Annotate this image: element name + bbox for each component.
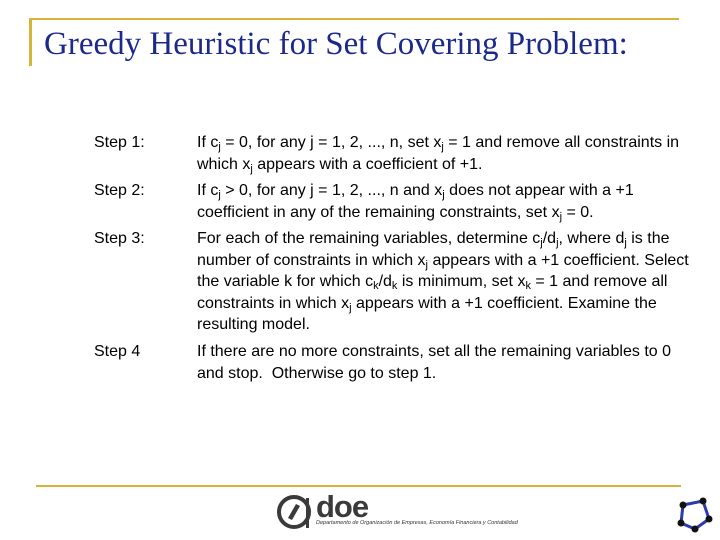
slide-title: Greedy Heuristic for Set Covering Problem: (44, 26, 628, 62)
step-4-text: If there are no more constraints, set all the remaining variables to 0 and stop. Otherwise go to step 1. (197, 343, 672, 382)
logo-emblem-icon (276, 494, 312, 530)
step-1-label: Step 1: (94, 134, 145, 151)
step-3-text: For each of the remaining variables, determine $c_j/d_j$, where $d_j$ is the number of constraints in which $x_j$ appears with a +1 coefficient. Select the variable k for which $c_k/d_k$ is minimum, set $x_k = 1$ and remove all constraints in which $x_j$ appears with a +1 coefficient. Examine the resulting model. (197, 230, 689, 333)
step-1-text: If $c_j = 0$, for any j = 1, 2, ..., n, set $x_j = 1$ and remove all constraints in which $x_j$ appears with a coefficient of +1. (197, 134, 680, 175)
step-3-label: Step 3: (94, 230, 145, 247)
network-graph-icon (675, 495, 715, 535)
footer-rule (36, 485, 681, 487)
logo-caption: Departamento de Organización de Empresas, Economía Financiera y Contabilidad (316, 520, 518, 526)
step-2-text: If $c_j > 0$, for any j = 1, 2, ..., n and $x_j$ does not appear with a +1 coefficient in any of the remaining constraints, set $x_j = 0$. (197, 182, 634, 223)
logo-text: doe (316, 489, 369, 524)
department-logo (276, 489, 526, 534)
step-4-label: Step 4 (94, 343, 141, 360)
step-2-label: Step 2: (94, 182, 145, 199)
